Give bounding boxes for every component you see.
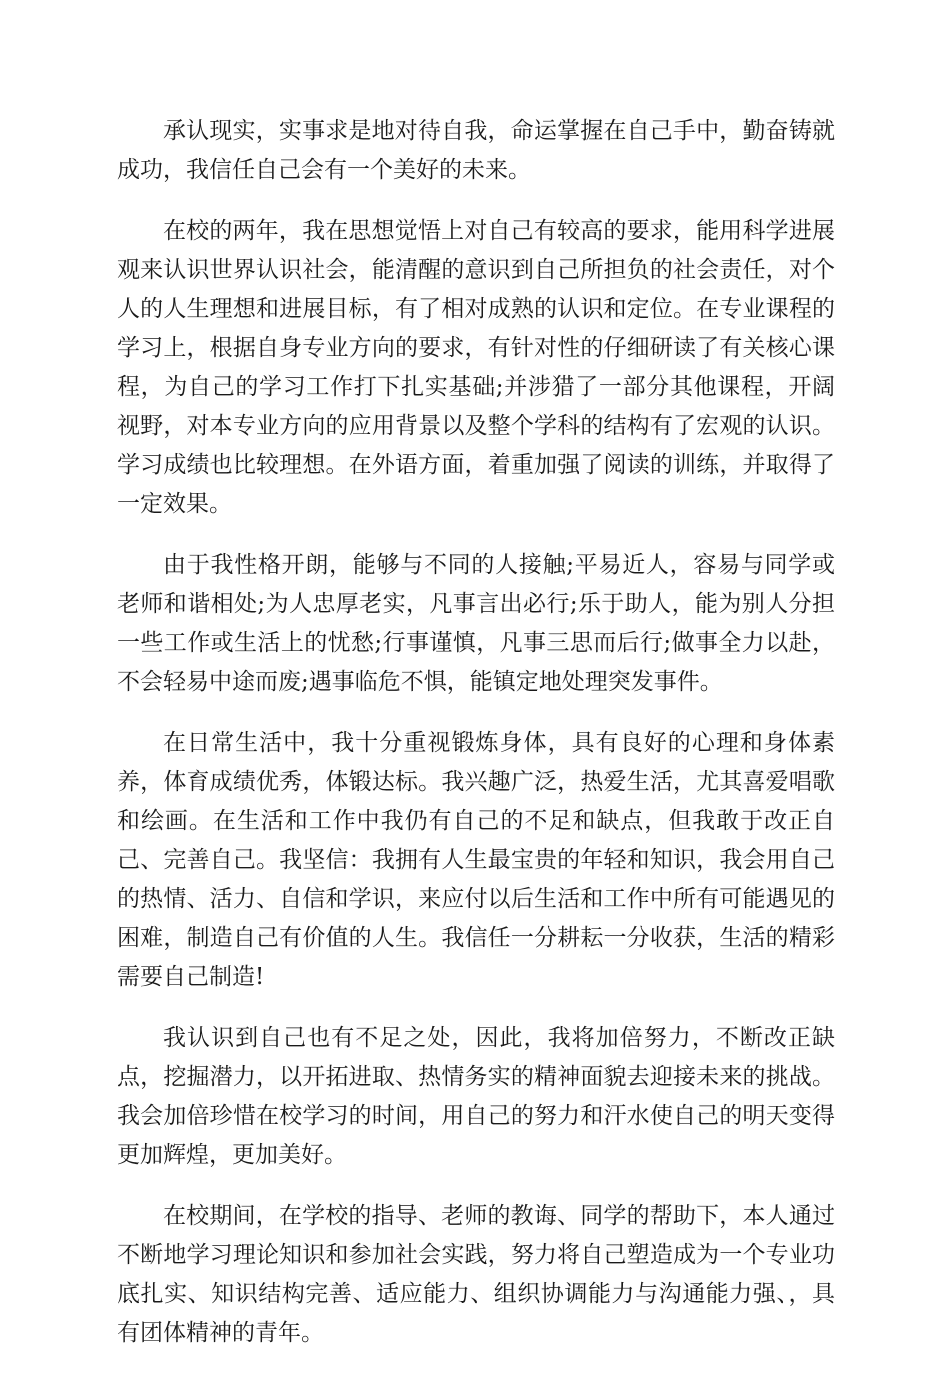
document-body xyxy=(117,112,835,1375)
paragraph-1: 承认现实，实事求是地对待自我，命运掌握在自己手中，勤奋铸就成功，我信任自己会有一个美好的未来。 xyxy=(117,118,835,183)
paragraph-2: 在校的两年，我在思想觉悟上对自己有较高的要求，能用科学进展观来认识世界认识社会，能清醒的意识到自己所担负的社会责任，对个人的人生理想和进展目标，有了相对成熟的认识和定位。在专业课程的学习上，根据自身专业方向的要求，有针对性的仔细研读了有关核心课程，为自己的学习工作打下扎实基础;并涉猎了一部分其他课程，开阔视野，对本专业方向的应用背景以及整个学科的结构有了宏观的认识。学习成绩也比较理想。在外语方面，着重加强了阅读的训练，并取得了一定效果。 xyxy=(117,218,835,517)
paragraph-5: 我认识到自己也有不足之处，因此，我将加倍努力，不断改正缺点，挖掘潜力，以开拓进取、热情务实的精神面貌去迎接未来的挑战。我会加倍珍惜在校学习的时间，用自己的努力和汗水使自己的明天变得更加辉煌，更加美好。 xyxy=(117,1025,835,1168)
paragraph-3: 由于我性格开朗，能够与不同的人接触;平易近人，容易与同学或老师和谐相处;为人忠厚老实，凡事言出必行;乐于助人，能为别人分担一些工作或生活上的忧愁;行事谨慎，凡事三思而后行;做事全力以赴，不会轻易中途而废;遇事临危不惧，能镇定地处理突发事件。 xyxy=(117,552,835,695)
paragraph-6: 在校期间，在学校的指导、老师的教诲、同学的帮助下，本人通过不断地学习理论知识和参加社会实践，努力将自己塑造成为一个专业功底扎实、知识结构完善、适应能力、组织协调能力与沟通能力强、，具有团体精神的青年。 xyxy=(117,1203,835,1346)
paragraph-4: 在日常生活中，我十分重视锻炼身体，具有良好的心理和身体素养，体育成绩优秀，体锻达标。我兴趣广泛，热爱生活，尤其喜爱唱歌和绘画。在生活和工作中我仍有自己的不足和缺点，但我敢于改正自己、完善自己。我坚信：我拥有人生最宝贵的年轻和知识，我会用自己的热情、活力、自信和学识，来应付以后生活和工作中所有可能遇见的困难，制造自己有价值的人生。我信任一分耕耘一分收获，生活的精彩需要自己制造! xyxy=(117,730,835,990)
